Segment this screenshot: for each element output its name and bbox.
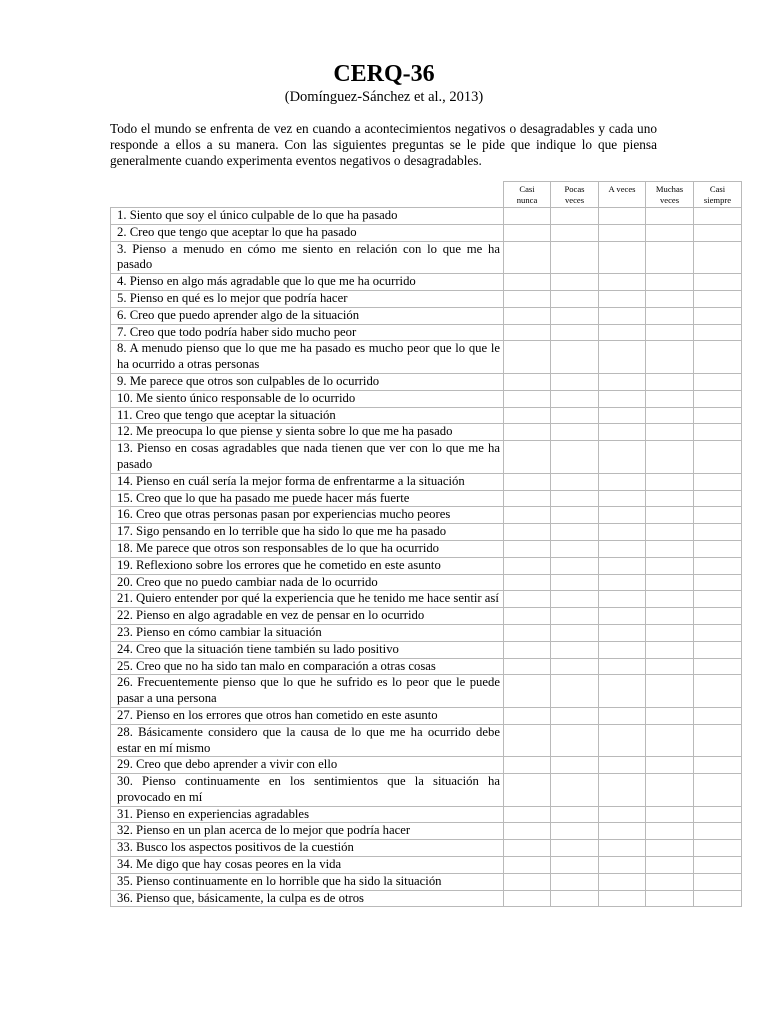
answer-cell-casi-nunca[interactable] <box>504 341 551 374</box>
item-text: 11. Creo que tengo que aceptar la situación <box>111 407 504 424</box>
answer-cell-casi-siempre[interactable] <box>694 591 742 608</box>
item-row <box>111 724 742 757</box>
answer-cell-muchas-veces[interactable] <box>646 857 694 874</box>
item-row <box>111 341 742 374</box>
item-row <box>111 707 742 724</box>
item-row <box>111 757 742 774</box>
answer-cell-casi-nunca[interactable] <box>504 424 551 441</box>
item-text: 2. Creo que tengo que aceptar lo que ha pasado <box>111 224 504 241</box>
item-row <box>111 540 742 557</box>
item-text: 7. Creo que todo podría haber sido mucho peor <box>111 324 504 341</box>
item-text: 24. Creo que la situación tiene también su lado positivo <box>111 641 504 658</box>
item-text: 3. Pienso a menudo en cómo me siento en relación con lo que me ha pasado <box>111 241 504 274</box>
item-row <box>111 373 742 390</box>
answer-cell-casi-siempre[interactable] <box>694 208 742 225</box>
item-text: 16. Creo que otras personas pasan por experiencias mucho peores <box>111 507 504 524</box>
answer-cell-casi-siempre[interactable] <box>694 507 742 524</box>
item-row <box>111 675 742 708</box>
answer-cell-casi-nunca[interactable] <box>504 290 551 307</box>
answer-cell-muchas-veces[interactable] <box>646 624 694 641</box>
item-row <box>111 274 742 291</box>
scale-header-line: Casi <box>519 184 535 194</box>
answer-cell-casi-siempre[interactable] <box>694 675 742 708</box>
item-text: 13. Pienso en cosas agradables que nada tienen que ver con lo que me ha pasado <box>111 441 504 474</box>
item-row <box>111 574 742 591</box>
answer-cell-casi-nunca[interactable] <box>504 390 551 407</box>
answer-cell-casi-nunca[interactable] <box>504 441 551 474</box>
answer-cell-pocas-veces[interactable] <box>551 441 599 474</box>
answer-cell-a-veces[interactable] <box>599 490 646 507</box>
answer-cell-pocas-veces[interactable] <box>551 823 599 840</box>
answer-cell-a-veces[interactable] <box>599 224 646 241</box>
answer-cell-casi-nunca[interactable] <box>504 675 551 708</box>
answer-cell-muchas-veces[interactable] <box>646 707 694 724</box>
answer-cell-casi-siempre[interactable] <box>694 540 742 557</box>
answer-cell-pocas-veces[interactable] <box>551 757 599 774</box>
item-row <box>111 407 742 424</box>
answer-cell-casi-nunca[interactable] <box>504 840 551 857</box>
answer-cell-a-veces[interactable] <box>599 341 646 374</box>
item-row <box>111 390 742 407</box>
answer-cell-pocas-veces[interactable] <box>551 557 599 574</box>
answer-cell-casi-siempre[interactable] <box>694 307 742 324</box>
answer-cell-pocas-veces[interactable] <box>551 390 599 407</box>
answer-cell-a-veces[interactable] <box>599 624 646 641</box>
answer-cell-pocas-veces[interactable] <box>551 658 599 675</box>
scale-header-line: nunca <box>516 195 538 205</box>
answer-cell-casi-nunca[interactable] <box>504 757 551 774</box>
item-text: 18. Me parece que otros son responsables de lo que ha ocurrido <box>111 540 504 557</box>
item-text: 26. Frecuentemente pienso que lo que he sufrido es lo peor que le puede pasar a una persona <box>111 675 504 708</box>
answer-cell-pocas-veces[interactable] <box>551 857 599 874</box>
answer-cell-a-veces[interactable] <box>599 274 646 291</box>
answer-cell-a-veces[interactable] <box>599 608 646 625</box>
answer-cell-muchas-veces[interactable] <box>646 641 694 658</box>
answer-cell-casi-nunca[interactable] <box>504 224 551 241</box>
item-row <box>111 591 742 608</box>
answer-cell-a-veces[interactable] <box>599 473 646 490</box>
document-citation: (Domínguez-Sánchez et al., 2013) <box>284 89 484 105</box>
item-row <box>111 624 742 641</box>
answer-cell-pocas-veces[interactable] <box>551 208 599 225</box>
answer-cell-casi-nunca[interactable] <box>504 873 551 890</box>
answer-cell-casi-nunca[interactable] <box>504 608 551 625</box>
answer-cell-casi-siempre[interactable] <box>694 774 742 807</box>
answer-cell-muchas-veces[interactable] <box>646 774 694 807</box>
answer-cell-muchas-veces[interactable] <box>646 840 694 857</box>
answer-cell-pocas-veces[interactable] <box>551 806 599 823</box>
answer-cell-casi-nunca[interactable] <box>504 724 551 757</box>
answer-cell-casi-siempre[interactable] <box>694 574 742 591</box>
item-text: 33. Busco los aspectos positivos de la cuestión <box>111 840 504 857</box>
answer-cell-a-veces[interactable] <box>599 724 646 757</box>
answer-cell-a-veces[interactable] <box>599 840 646 857</box>
answer-cell-casi-nunca[interactable] <box>504 707 551 724</box>
scale-header-line: veces <box>659 195 680 205</box>
instructions-paragraph: Todo el mundo se enfrenta de vez en cuando a acontecimientos negativos o desagradables y cada uno responde a ellos a su manera. Con las siguientes preguntas se le pide que indique lo que piensa generalmente cuando experimenta eventos negativos o desagradables. <box>110 121 657 168</box>
answer-cell-casi-nunca[interactable] <box>504 823 551 840</box>
answer-cell-casi-nunca[interactable] <box>504 574 551 591</box>
answer-cell-casi-nunca[interactable] <box>504 274 551 291</box>
answer-cell-a-veces[interactable] <box>599 707 646 724</box>
item-row <box>111 806 742 823</box>
answer-cell-muchas-veces[interactable] <box>646 407 694 424</box>
answer-cell-a-veces[interactable] <box>599 324 646 341</box>
answer-cell-muchas-veces[interactable] <box>646 373 694 390</box>
item-text: 30. Pienso continuamente en los sentimientos que la situación ha provocado en mí <box>111 774 504 807</box>
answer-cell-casi-siempre[interactable] <box>694 441 742 474</box>
answer-cell-a-veces[interactable] <box>599 757 646 774</box>
answer-cell-casi-siempre[interactable] <box>694 324 742 341</box>
item-text: 6. Creo que puedo aprender algo de la situación <box>111 307 504 324</box>
answer-cell-muchas-veces[interactable] <box>646 490 694 507</box>
answer-cell-muchas-veces[interactable] <box>646 290 694 307</box>
item-text: 4. Pienso en algo más agradable que lo que me ha ocurrido <box>111 274 504 291</box>
answer-cell-casi-nunca[interactable] <box>504 524 551 541</box>
answer-cell-muchas-veces[interactable] <box>646 823 694 840</box>
answer-cell-pocas-veces[interactable] <box>551 274 599 291</box>
answer-cell-casi-siempre[interactable] <box>694 424 742 441</box>
answer-cell-pocas-veces[interactable] <box>551 241 599 274</box>
item-row <box>111 324 742 341</box>
answer-cell-muchas-veces[interactable] <box>646 591 694 608</box>
answer-cell-a-veces[interactable] <box>599 675 646 708</box>
item-row <box>111 840 742 857</box>
answer-cell-casi-nunca[interactable] <box>504 373 551 390</box>
answer-cell-muchas-veces[interactable] <box>646 757 694 774</box>
scale-header-casi-siempre <box>694 182 742 208</box>
answer-cell-muchas-veces[interactable] <box>646 524 694 541</box>
answer-cell-pocas-veces[interactable] <box>551 591 599 608</box>
item-row <box>111 890 742 907</box>
item-text: 28. Básicamente considero que la causa de lo que me ha ocurrido debe estar en mí mismo <box>111 724 504 757</box>
answer-cell-pocas-veces[interactable] <box>551 724 599 757</box>
item-row <box>111 507 742 524</box>
answer-cell-pocas-veces[interactable] <box>551 407 599 424</box>
answer-cell-muchas-veces[interactable] <box>646 390 694 407</box>
answer-cell-pocas-veces[interactable] <box>551 290 599 307</box>
answer-cell-a-veces[interactable] <box>599 241 646 274</box>
answer-cell-casi-nunca[interactable] <box>504 324 551 341</box>
answer-cell-casi-nunca[interactable] <box>504 241 551 274</box>
item-text: 22. Pienso en algo agradable en vez de pensar en lo ocurrido <box>111 608 504 625</box>
scale-header-row <box>111 182 742 208</box>
answer-cell-casi-siempre[interactable] <box>694 557 742 574</box>
item-text: 17. Sigo pensando en lo terrible que ha sido lo que me ha pasado <box>111 524 504 541</box>
item-text: 19. Reflexiono sobre los errores que he cometido en este asunto <box>111 557 504 574</box>
answer-cell-pocas-veces[interactable] <box>551 675 599 708</box>
item-text: 36. Pienso que, básicamente, la culpa es de otros <box>111 890 504 907</box>
item-row <box>111 658 742 675</box>
header-blank-cell <box>111 182 504 208</box>
answer-cell-pocas-veces[interactable] <box>551 424 599 441</box>
answer-cell-casi-nunca[interactable] <box>504 641 551 658</box>
answer-cell-muchas-veces[interactable] <box>646 441 694 474</box>
answer-cell-casi-siempre[interactable] <box>694 490 742 507</box>
answer-cell-muchas-veces[interactable] <box>646 675 694 708</box>
item-row <box>111 441 742 474</box>
item-text: 32. Pienso en un plan acerca de lo mejor que podría hacer <box>111 823 504 840</box>
answer-cell-casi-nunca[interactable] <box>504 774 551 807</box>
answer-cell-casi-siempre[interactable] <box>694 840 742 857</box>
answer-cell-muchas-veces[interactable] <box>646 473 694 490</box>
answer-cell-muchas-veces[interactable] <box>646 574 694 591</box>
answer-cell-a-veces[interactable] <box>599 373 646 390</box>
item-text: 15. Creo que lo que ha pasado me puede hacer más fuerte <box>111 490 504 507</box>
answer-cell-pocas-veces[interactable] <box>551 307 599 324</box>
answer-cell-casi-nunca[interactable] <box>504 591 551 608</box>
answer-cell-casi-siempre[interactable] <box>694 473 742 490</box>
item-row <box>111 608 742 625</box>
answer-cell-casi-siempre[interactable] <box>694 873 742 890</box>
answer-cell-casi-nunca[interactable] <box>504 857 551 874</box>
answer-cell-pocas-veces[interactable] <box>551 473 599 490</box>
item-row <box>111 857 742 874</box>
answer-cell-casi-nunca[interactable] <box>504 540 551 557</box>
answer-cell-muchas-veces[interactable] <box>646 658 694 675</box>
item-text: 21. Quiero entender por qué la experiencia que he tenido me hace sentir así <box>111 591 504 608</box>
answer-cell-a-veces[interactable] <box>599 591 646 608</box>
item-row <box>111 490 742 507</box>
answer-cell-pocas-veces[interactable] <box>551 524 599 541</box>
answer-cell-casi-nunca[interactable] <box>504 624 551 641</box>
answer-cell-a-veces[interactable] <box>599 890 646 907</box>
answer-cell-a-veces[interactable] <box>599 307 646 324</box>
answer-cell-a-veces[interactable] <box>599 540 646 557</box>
scale-header-line: A veces <box>608 184 636 194</box>
answer-cell-casi-siempre[interactable] <box>694 823 742 840</box>
item-row <box>111 307 742 324</box>
item-row <box>111 873 742 890</box>
answer-cell-pocas-veces[interactable] <box>551 507 599 524</box>
answer-cell-muchas-veces[interactable] <box>646 806 694 823</box>
answer-cell-pocas-veces[interactable] <box>551 324 599 341</box>
answer-cell-muchas-veces[interactable] <box>646 274 694 291</box>
answer-cell-a-veces[interactable] <box>599 441 646 474</box>
answer-cell-muchas-veces[interactable] <box>646 540 694 557</box>
answer-cell-pocas-veces[interactable] <box>551 574 599 591</box>
document-title: CERQ-36 <box>333 61 435 87</box>
answer-cell-pocas-veces[interactable] <box>551 224 599 241</box>
item-row <box>111 473 742 490</box>
answer-cell-muchas-veces[interactable] <box>646 724 694 757</box>
answer-cell-a-veces[interactable] <box>599 557 646 574</box>
scale-header-pocas-veces <box>551 182 599 208</box>
answer-cell-pocas-veces[interactable] <box>551 540 599 557</box>
answer-cell-a-veces[interactable] <box>599 407 646 424</box>
answer-cell-muchas-veces[interactable] <box>646 424 694 441</box>
answer-cell-pocas-veces[interactable] <box>551 490 599 507</box>
answer-cell-muchas-veces[interactable] <box>646 241 694 274</box>
answer-cell-casi-nunca[interactable] <box>504 507 551 524</box>
item-text: 8. A menudo pienso que lo que me ha pasado es mucho peor que lo que le ha ocurrido a otras personas <box>111 341 504 374</box>
answer-cell-casi-nunca[interactable] <box>504 208 551 225</box>
answer-cell-muchas-veces[interactable] <box>646 873 694 890</box>
answer-cell-casi-siempre[interactable] <box>694 707 742 724</box>
item-row <box>111 241 742 274</box>
answer-cell-a-veces[interactable] <box>599 208 646 225</box>
answer-cell-casi-siempre[interactable] <box>694 341 742 374</box>
answer-cell-a-veces[interactable] <box>599 574 646 591</box>
answer-cell-pocas-veces[interactable] <box>551 840 599 857</box>
item-text: 25. Creo que no ha sido tan malo en comparación a otras cosas <box>111 658 504 675</box>
answer-cell-casi-siempre[interactable] <box>694 241 742 274</box>
answer-cell-a-veces[interactable] <box>599 290 646 307</box>
answer-cell-a-veces[interactable] <box>599 424 646 441</box>
answer-cell-casi-siempre[interactable] <box>694 608 742 625</box>
answer-cell-casi-siempre[interactable] <box>694 724 742 757</box>
answer-cell-muchas-veces[interactable] <box>646 608 694 625</box>
answer-cell-muchas-veces[interactable] <box>646 208 694 225</box>
answer-cell-casi-siempre[interactable] <box>694 658 742 675</box>
answer-cell-casi-siempre[interactable] <box>694 390 742 407</box>
answer-cell-a-veces[interactable] <box>599 823 646 840</box>
item-text: 20. Creo que no puedo cambiar nada de lo ocurrido <box>111 574 504 591</box>
answer-cell-muchas-veces[interactable] <box>646 507 694 524</box>
answer-cell-a-veces[interactable] <box>599 641 646 658</box>
answer-cell-a-veces[interactable] <box>599 774 646 807</box>
item-text: 12. Me preocupa lo que piense y sienta sobre lo que me ha pasado <box>111 424 504 441</box>
item-row <box>111 208 742 225</box>
item-row <box>111 524 742 541</box>
scale-header-line: veces <box>564 195 585 205</box>
answer-cell-casi-siempre[interactable] <box>694 890 742 907</box>
answer-cell-pocas-veces[interactable] <box>551 873 599 890</box>
answer-cell-casi-nunca[interactable] <box>504 490 551 507</box>
answer-cell-a-veces[interactable] <box>599 507 646 524</box>
answer-cell-a-veces[interactable] <box>599 857 646 874</box>
scale-header-a-veces <box>599 182 646 208</box>
scale-header-casi-nunca <box>504 182 551 208</box>
questionnaire-table <box>110 181 742 907</box>
answer-cell-casi-siempre[interactable] <box>694 857 742 874</box>
answer-cell-casi-nunca[interactable] <box>504 307 551 324</box>
answer-cell-muchas-veces[interactable] <box>646 341 694 374</box>
item-text: 5. Pienso en qué es lo mejor que podría hacer <box>111 290 504 307</box>
answer-cell-casi-nunca[interactable] <box>504 407 551 424</box>
item-text: 31. Pienso en experiencias agradables <box>111 806 504 823</box>
answer-cell-pocas-veces[interactable] <box>551 774 599 807</box>
answer-cell-casi-siempre[interactable] <box>694 274 742 291</box>
scale-header-line: Muchas <box>655 184 684 194</box>
answer-cell-pocas-veces[interactable] <box>551 890 599 907</box>
scale-header-muchas-veces <box>646 182 694 208</box>
answer-cell-casi-nunca[interactable] <box>504 890 551 907</box>
scale-header-line: Casi <box>709 184 726 194</box>
item-row <box>111 774 742 807</box>
answer-cell-a-veces[interactable] <box>599 390 646 407</box>
item-row <box>111 557 742 574</box>
answer-cell-pocas-veces[interactable] <box>551 624 599 641</box>
answer-cell-a-veces[interactable] <box>599 806 646 823</box>
answer-cell-muchas-veces[interactable] <box>646 557 694 574</box>
answer-cell-casi-siempre[interactable] <box>694 624 742 641</box>
item-text: 23. Pienso en cómo cambiar la situación <box>111 624 504 641</box>
answer-cell-a-veces[interactable] <box>599 524 646 541</box>
answer-cell-a-veces[interactable] <box>599 873 646 890</box>
answer-cell-muchas-veces[interactable] <box>646 890 694 907</box>
answer-cell-casi-nunca[interactable] <box>504 806 551 823</box>
item-row <box>111 424 742 441</box>
answer-cell-casi-siempre[interactable] <box>694 224 742 241</box>
item-row <box>111 290 742 307</box>
answer-cell-pocas-veces[interactable] <box>551 707 599 724</box>
answer-cell-casi-siempre[interactable] <box>694 373 742 390</box>
answer-cell-pocas-veces[interactable] <box>551 341 599 374</box>
item-rows <box>111 208 742 907</box>
item-text: 14. Pienso en cuál sería la mejor forma de enfrentarme a la situación <box>111 473 504 490</box>
answer-cell-casi-siempre[interactable] <box>694 290 742 307</box>
item-row <box>111 641 742 658</box>
answer-cell-casi-siempre[interactable] <box>694 641 742 658</box>
item-text: 10. Me siento único responsable de lo ocurrido <box>111 390 504 407</box>
answer-cell-pocas-veces[interactable] <box>551 373 599 390</box>
item-text: 9. Me parece que otros son culpables de lo ocurrido <box>111 373 504 390</box>
answer-cell-muchas-veces[interactable] <box>646 324 694 341</box>
answer-cell-a-veces[interactable] <box>599 658 646 675</box>
answer-cell-casi-nunca[interactable] <box>504 557 551 574</box>
answer-cell-casi-siempre[interactable] <box>694 524 742 541</box>
answer-cell-casi-siempre[interactable] <box>694 757 742 774</box>
answer-cell-muchas-veces[interactable] <box>646 224 694 241</box>
item-row <box>111 224 742 241</box>
answer-cell-pocas-veces[interactable] <box>551 608 599 625</box>
scale-header-line: Pocas <box>564 184 585 194</box>
answer-cell-casi-nunca[interactable] <box>504 658 551 675</box>
item-text: 1. Siento que soy el único culpable de lo que ha pasado <box>111 208 504 225</box>
answer-cell-casi-siempre[interactable] <box>694 806 742 823</box>
item-text: 35. Pienso continuamente en lo horrible que ha sido la situación <box>111 873 504 890</box>
item-text: 34. Me digo que hay cosas peores en la vida <box>111 857 504 874</box>
scale-header-line: siempre <box>703 195 732 205</box>
item-row <box>111 823 742 840</box>
answer-cell-casi-nunca[interactable] <box>504 473 551 490</box>
answer-cell-pocas-veces[interactable] <box>551 641 599 658</box>
item-text: 29. Creo que debo aprender a vivir con ello <box>111 757 504 774</box>
answer-cell-casi-siempre[interactable] <box>694 407 742 424</box>
answer-cell-muchas-veces[interactable] <box>646 307 694 324</box>
item-text: 27. Pienso en los errores que otros han cometido en este asunto <box>111 707 504 724</box>
